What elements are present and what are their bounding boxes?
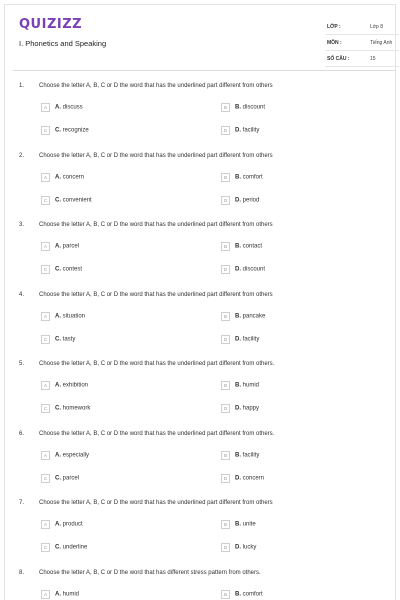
question-text: Choose the letter A, B, C or D the word that has the underlined part different from others.	[39, 430, 275, 437]
question-item	[13, 500, 395, 570]
question-text: Choose the letter A, B, C or D the word that has the underlined part different from others.	[39, 361, 275, 367]
option-checkbox[interactable]: B	[221, 173, 230, 182]
question-item	[13, 361, 395, 431]
answer-option[interactable]	[221, 196, 259, 208]
option-word: exhibition	[62, 382, 89, 389]
option-label: D.	[235, 127, 241, 134]
option-checkbox[interactable]: A	[41, 173, 50, 182]
option-text	[55, 545, 87, 551]
option-text	[235, 128, 259, 134]
option-word: contact	[242, 243, 263, 250]
option-word: facility	[242, 127, 260, 134]
answer-option[interactable]	[41, 381, 88, 393]
option-label: C.	[55, 127, 61, 134]
option-word: humid	[62, 591, 80, 597]
option-word: comfort	[242, 174, 263, 180]
option-text	[55, 452, 89, 458]
option-checkbox[interactable]: D	[221, 335, 230, 344]
worksheet-title: I. Phonetics and Speaking	[19, 39, 107, 48]
option-word: pancake	[242, 313, 266, 319]
option-checkbox[interactable]: B	[221, 242, 230, 251]
question-number: 8.	[19, 569, 25, 576]
option-text	[235, 336, 259, 342]
worksheet-meta	[325, 19, 399, 67]
option-word: especially	[62, 452, 90, 458]
option-checkbox[interactable]: A	[41, 242, 50, 251]
answer-option[interactable]	[41, 543, 87, 555]
option-word: happy	[242, 405, 260, 412]
answer-option[interactable]	[41, 103, 83, 115]
option-checkbox[interactable]: B	[221, 590, 230, 599]
option-text	[235, 197, 259, 203]
option-label: D.	[235, 475, 241, 481]
option-word: comfort	[242, 591, 263, 597]
option-word: discount	[242, 266, 266, 273]
answer-option[interactable]	[41, 173, 84, 185]
option-word: product	[62, 521, 83, 528]
question-item	[13, 570, 395, 600]
question-text: Choose the letter A, B, C or D the word that has different stress pattern from others.	[39, 569, 261, 576]
option-label: C.	[55, 266, 61, 273]
option-text	[55, 522, 83, 528]
answer-option[interactable]	[41, 126, 89, 138]
option-word: facility	[242, 452, 260, 458]
question-text: Choose the letter A, B, C or D the word that has the underlined part different from others	[39, 500, 273, 506]
option-word: humid	[242, 382, 260, 389]
option-checkbox[interactable]: D	[221, 196, 230, 205]
option-label: A.	[55, 452, 61, 458]
option-label: D.	[235, 266, 241, 273]
answer-option[interactable]	[41, 474, 79, 486]
option-label: C.	[55, 475, 61, 481]
worksheet-page	[4, 4, 396, 600]
option-word: recognize	[62, 127, 89, 134]
meta-row-class	[325, 19, 399, 35]
option-text	[235, 174, 263, 180]
answer-option[interactable]	[41, 265, 82, 277]
option-text	[55, 244, 79, 250]
option-label: B.	[235, 382, 241, 389]
option-text	[55, 128, 89, 134]
meta-key: LỚP :	[327, 24, 341, 30]
answer-option[interactable]	[221, 381, 259, 393]
question-item	[13, 431, 395, 501]
question-number: 4.	[19, 291, 25, 298]
option-text	[55, 336, 75, 342]
question-text: Choose the letter A, B, C or D the word that has the underlined part different from others	[39, 152, 273, 159]
option-word: lucky	[242, 544, 257, 551]
option-checkbox[interactable]: C	[41, 335, 50, 344]
option-label: B.	[235, 104, 241, 111]
option-checkbox[interactable]: C	[41, 196, 50, 205]
option-word: concern	[242, 475, 265, 481]
option-word: tasty	[62, 336, 76, 342]
option-label: A.	[55, 104, 61, 111]
option-label: A.	[55, 243, 61, 250]
answer-option[interactable]	[41, 196, 92, 208]
meta-key: MÔN :	[327, 40, 342, 46]
option-label: C.	[55, 197, 61, 203]
option-text	[55, 313, 85, 319]
option-label: C.	[55, 405, 61, 412]
option-word: homework	[62, 405, 91, 412]
option-checkbox[interactable]: C	[41, 265, 50, 274]
option-text	[235, 545, 256, 551]
option-checkbox[interactable]: A	[41, 103, 50, 112]
option-label: B.	[235, 452, 241, 458]
option-checkbox[interactable]: B	[221, 381, 230, 390]
answer-option[interactable]	[221, 242, 262, 254]
question-text: Choose the letter A, B, C or D the word that has the underlined part different from others	[39, 222, 273, 228]
answer-option[interactable]	[41, 242, 79, 254]
option-checkbox[interactable]: D	[221, 543, 230, 552]
option-checkbox[interactable]: D	[221, 265, 230, 274]
option-checkbox[interactable]: A	[41, 520, 50, 529]
option-checkbox[interactable]: C	[41, 404, 50, 413]
option-checkbox[interactable]: B	[221, 451, 230, 460]
meta-row-count	[325, 51, 399, 67]
meta-row-subject	[325, 35, 399, 51]
question-text: Choose the letter A, B, C or D the word that has the underlined part different from others	[39, 83, 273, 89]
option-text	[235, 591, 263, 597]
option-word: convenient	[62, 197, 92, 203]
option-label: A.	[55, 521, 61, 528]
option-text	[235, 452, 259, 458]
answer-option[interactable]	[41, 335, 75, 347]
question-item	[13, 222, 395, 292]
meta-value: Tiếng Anh	[370, 40, 393, 46]
option-word: concern	[62, 174, 85, 180]
option-text	[235, 313, 265, 319]
option-label: B.	[235, 243, 241, 250]
answer-option[interactable]	[41, 451, 89, 463]
question-number: 5.	[19, 361, 25, 367]
question-item	[13, 292, 395, 362]
option-checkbox[interactable]: A	[41, 451, 50, 460]
option-text	[55, 591, 79, 597]
option-checkbox[interactable]: A	[41, 590, 50, 599]
option-checkbox[interactable]: C	[41, 126, 50, 135]
quizizz-logo: QUIZIZZ	[19, 17, 83, 32]
option-checkbox[interactable]: B	[221, 312, 230, 321]
option-label: A.	[55, 174, 61, 180]
option-word: period	[242, 197, 260, 203]
option-word: parcel	[62, 243, 80, 250]
meta-value: 15	[370, 56, 376, 62]
option-label: D.	[235, 197, 241, 203]
option-label: A.	[55, 382, 61, 389]
question-number: 2.	[19, 152, 25, 159]
option-text	[55, 267, 82, 273]
option-label: C.	[55, 544, 61, 551]
option-word: underline	[62, 544, 88, 551]
question-number: 6.	[19, 430, 25, 437]
option-checkbox[interactable]: C	[41, 474, 50, 483]
option-checkbox[interactable]: D	[221, 404, 230, 413]
worksheet-header	[13, 11, 395, 71]
meta-key: SỐ CÂU :	[327, 56, 350, 62]
question-item	[13, 153, 395, 223]
option-label: A.	[55, 313, 61, 319]
option-text	[235, 267, 265, 273]
option-label: B.	[235, 174, 241, 180]
option-word: discount	[242, 104, 266, 111]
answer-option[interactable]	[221, 335, 259, 347]
option-text	[235, 105, 265, 111]
answer-option[interactable]	[41, 520, 83, 532]
answer-option[interactable]	[41, 590, 79, 600]
question-item	[13, 83, 395, 153]
option-text	[235, 383, 259, 389]
option-label: B.	[235, 591, 241, 597]
option-text	[235, 406, 259, 412]
question-number: 1.	[19, 83, 25, 89]
answer-option[interactable]	[41, 312, 85, 324]
option-label: D.	[235, 336, 241, 342]
option-word: discuss	[62, 104, 83, 111]
question-number: 7.	[19, 500, 25, 506]
option-text	[55, 383, 88, 389]
option-word: contest	[62, 266, 83, 273]
option-word: parcel	[62, 475, 80, 481]
answer-option[interactable]	[221, 265, 265, 277]
question-text: Choose the letter A, B, C or D the word that has the underlined part different from others	[39, 291, 273, 298]
option-text	[55, 174, 84, 180]
answer-option[interactable]	[221, 520, 256, 532]
option-checkbox[interactable]: D	[221, 126, 230, 135]
option-label: B.	[235, 313, 241, 319]
answer-option[interactable]	[221, 404, 259, 416]
option-checkbox[interactable]: A	[41, 312, 50, 321]
question-list	[13, 83, 395, 600]
answer-option[interactable]	[221, 451, 259, 463]
option-text	[235, 244, 262, 250]
answer-option[interactable]	[221, 126, 259, 138]
option-label: A.	[55, 591, 61, 597]
answer-option[interactable]	[221, 474, 264, 486]
option-checkbox[interactable]: B	[221, 520, 230, 529]
option-text	[235, 522, 256, 528]
answer-option[interactable]	[221, 312, 265, 324]
option-text	[55, 406, 90, 412]
option-text	[55, 197, 92, 203]
option-label: D.	[235, 544, 241, 551]
answer-option[interactable]	[221, 543, 256, 555]
option-checkbox[interactable]: A	[41, 381, 50, 390]
answer-option[interactable]	[41, 404, 90, 416]
option-checkbox[interactable]: D	[221, 474, 230, 483]
option-text	[55, 105, 83, 111]
option-word: situation	[62, 313, 86, 319]
answer-option[interactable]	[221, 173, 263, 185]
option-text	[55, 475, 79, 481]
option-label: D.	[235, 405, 241, 412]
question-number: 3.	[19, 222, 25, 228]
option-label: C.	[55, 336, 61, 342]
option-checkbox[interactable]: B	[221, 103, 230, 112]
answer-option[interactable]	[221, 103, 265, 115]
option-label: B.	[235, 521, 241, 528]
option-word: facility	[242, 336, 260, 342]
option-checkbox[interactable]: C	[41, 543, 50, 552]
meta-value: Lớp 8	[370, 24, 384, 30]
option-text	[235, 475, 264, 481]
option-word: unite	[242, 521, 256, 528]
answer-option[interactable]	[221, 590, 263, 600]
